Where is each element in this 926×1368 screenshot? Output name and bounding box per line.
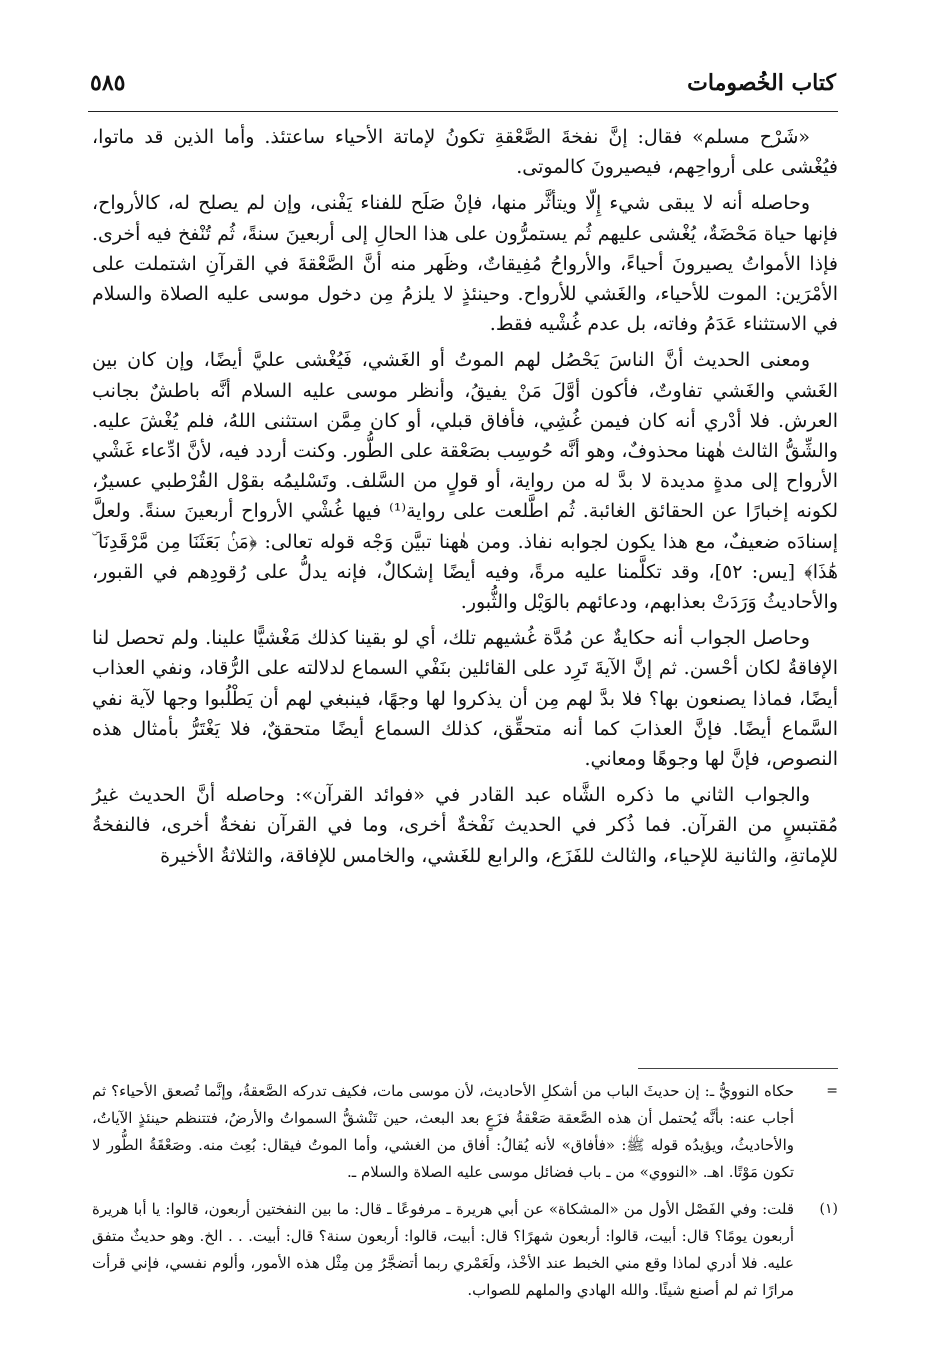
running-header (90, 68, 836, 108)
page-number: ٥٨٥ (90, 70, 126, 96)
main-text (92, 122, 838, 877)
footnote-1 (92, 1196, 838, 1304)
chapter-title: كتاب الخُصومات (687, 70, 836, 96)
footnote-text: حكاه النوويُّ ـ: إن حديثَ الباب من أشكلِ الأحاديث، لأن موسى مات، فكيف تدركه الصَّعقةُ، وإنَّما تُصعق الأحياء؟ ثم أجاب عنه: بأنَّه يُحتمل أن هذه الصَّعقة صَعْقةُ فزَعٍ بعد البعث، حين تَنْشقُّ السمواتُ والأرضُ، فتتنظم حينئذٍ الآياتُ، والأحاديثُ، ويؤيدُه قوله ﷺ: «فأفاق» لأنه يُقالُ: أفاق من الغشي، وأما الموتُ فيقال: بُعِث منه. وصَعْقَةُ الطُّور لا تكون مَوْتًا. اهـ. «النووي» من ـ باب فضائل موسى عليه الصلاة والسلام ـ. (92, 1082, 794, 1181)
paragraph: «شَرْح مسلم» فقال: إنَّ نفخةَ الصَّعْقةِ تكونُ لإماتة الأحياء ساعتئذ. وأما الذين قد ماتوا، فيُغْشى على أرواحِهم، فيصيرونَ كالموتى. (92, 126, 838, 179)
footnote-rule (638, 1068, 838, 1069)
footnote-marker: = (826, 1083, 838, 1099)
footnote-text: قلت: وفي الفَصْل الأول من «المشكاة» عن أبي هريرة ـ مرفوعًا ـ قال: ما بين النفختين أربعون، قالوا: يا أبا هريرة أربعون يومًا؟ قال: أبيت، قالوا: أربعون شهرًا؟ قال: أبيت، قالوا: أربعون سنة؟ قال: أبيت. . . الخ. وهو حديثٌ متفق عليه. فلا أدري لماذا وقع مني الخبط عند الأخْذ، ولَعَمْري ربما أتضجَّرُ مِن مِثْل هذه الأمور، وألوم نفسي، فإني قرأت مرارًا ثم لم أصنع شيئًا. والله الهادي والملهم للصواب. (92, 1200, 794, 1299)
footnote-marker: (١) (819, 1201, 838, 1217)
footnotes (92, 1078, 838, 1314)
header-rule (88, 111, 838, 112)
paragraph: والجواب الثاني ما ذكره الشَّاه عبد القادر في «فوائد القرآن»: وحاصله أنَّ الحديث غيرُ مُقتبسٍ من القرآن. فما ذُكر في الحديث نَفْخةٌ أخرى، وما في القرآن نفخةٌ أخرى، فالنفخةُ للإماتةِ، والثانية للإحياء، والثالث للفَزَع، والرابع للغَشي، والخامس للإفاقة، والثلاثةُ الأخيرة (92, 784, 838, 867)
footnote-continued (92, 1078, 838, 1186)
paragraph: ومعنى الحديث أنَّ الناسَ يَحْصُل لهم الموتُ أو الغَشي، فَيُغْشى عليَّ أيضًا، وإن كان بين الغَشي والغَشي تفاوتٌ، فأكون أوَّلَ مَنْ يفيقُ، وأنظر موسى عليه السلام أنَّه باطشٌ بجانب العرش. فلا أدْري أنه كان فيمن غُشِي، فأفاق قبلي، أو كان مِمَّن استثنى اللهُ، فلم يُغْشَ عليه. والشِّقُّ الثالث هٰهنا محذوفٌ، وهو أنَّه حُوسِب بصَعْقة على الطُّور. وكنت أردد فيه، لأنَّ ادِّعاء غَشْي الأرواح إلى مدةٍ مديدة لا بدَّ له من رواية، أو قولٍ من السَّلف. وتَسْليمُه بقوْل القُرْطبي عسيرٌ، لكونه إخبارًا عن الحقائق الغائبة. ثُم اطَّلعت على رواية⁽¹⁾ فيها غُشْي الأرواح أربعينَ سنةً. ولعلَّ إسنادَه ضعيفٌ، مع هذا يكون لجوابه نفاذ. ومن هٰهنا تبيَّن وَجْه قوله تعالى: ﴿مَنۢ بَعَثَنَا مِن مَّرْقَدِنَا ۜ هَٰذَا﴾ [يس: ٥٢]، وقد تكلَّمنا عليه مرةً، وفيه أيضًا إشكالٌ، فإنه يدلُّ على رُقودِهم في القبور، والأحاديثُ وَرَدَتْ بعذابهم، ودعائهم بالوَيْل والثُّبور. (92, 349, 838, 614)
paragraph: وحاصله أنه لا يبقى شيء إِلّا ويتأثَّر منها، فإنْ صَلَح للفناء يَفْنى، وإن لم يصلح له، كالأرواح، فإنها حياة مَحْضَةٌ، يُغْشى عليهم ثُم يستمرُّون على هذا الحالِ إلى أربعينَ سنةً، ثُم تُنْفخ فيه أخرى. فإذا الأمواتُ يصيرونَ أحياءً، والأرواحُ مُفِيقاتٌ، وظَهر منه أنَّ الصَّعْقةَ في القرآنِ اشتملت على الأمْرَين: الموت للأحياء، والغَشي للأرواح. وحينئذٍ لا يلزمُ مِن دخول موسى عليه الصلاة والسلام في الاستثناء عَدَمُ وفاته، بل عدم غُشْيه فقط. (92, 192, 838, 336)
paragraph: وحاصل الجواب أنه حكايةٌ عن مُدَّة غُشيهم تلك، أي لو بقينا كذلك مَغْشيًّا علينا. ولم تحصل لنا الإفاقةُ لكان أحْسن. ثم إنَّ الآيةَ تَرِد على القائلين بنَفْي السماع لدلالته على الرُّقاد، ونفي العذاب أيضًا، فماذا يصنعون بها؟ فلا بدَّ لهم مِن أن يذكروا لها وجهًا، فينبغي لهم أن يَطْلُبوا وجها لآية نفي السَّماع أيضًا. فإنَّ العذابَ كما أنه متحقِّق، كذلك السماع أيضًا متحققٌ، فلا يَغْتَرُّ بأمثال هذه النصوص، فإنَّ لها وجوهًا ومعاني. (92, 627, 838, 771)
